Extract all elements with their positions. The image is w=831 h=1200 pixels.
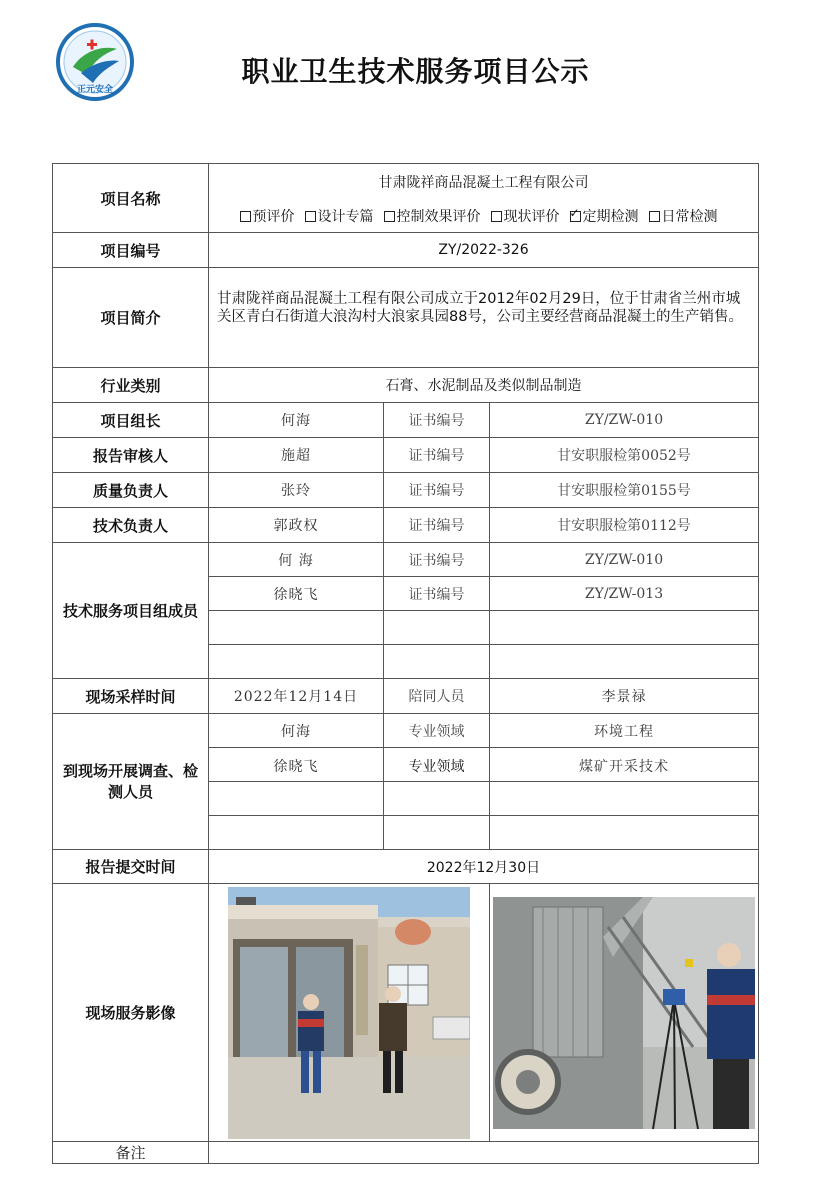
cert-label: 证书编号 [384,403,490,438]
checkbox-icon [384,211,395,222]
team-label: 技术服务项目组成员 [53,543,209,679]
service-type-option[interactable] [649,209,718,225]
site-photo-entrance [228,887,470,1139]
empty-cell [209,782,384,816]
remarks-label: 备注 [53,1142,209,1164]
service-type-option[interactable] [491,209,560,225]
option-label: 日常检测 [661,209,718,225]
project-intro-label: 项目简介 [53,268,209,368]
project-name-label: 项目名称 [53,164,209,233]
report-submit-label: 报告提交时间 [53,850,209,884]
empty-cell [490,611,759,645]
option-label: 现状评价 [503,209,560,225]
cert-label: 证书编号 [384,473,490,508]
service-type-option[interactable] [240,209,295,225]
option-label: 定期检测 [582,209,639,225]
empty-cell [490,645,759,679]
cert-number: ZY/ZW-010 [490,403,759,438]
project-number-label: 项目编号 [53,233,209,268]
images-label: 现场服务影像 [53,884,209,1142]
role-label: 质量负责人 [53,473,209,508]
service-type-options [209,206,758,226]
member-name: 何 海 [209,543,384,577]
empty-cell [490,782,759,816]
sampling-time-label: 现场采样时间 [53,679,209,714]
option-label: 设计专篇 [317,209,374,225]
checked-box-icon [570,211,581,222]
escort-label: 陪同人员 [384,679,490,714]
photo-cell-1 [209,884,490,1142]
remarks-value [209,1142,759,1164]
project-name: 甘肃陇祥商品混凝土工程有限公司 [378,175,589,191]
role-label: 项目组长 [53,403,209,438]
cert-number: 甘安职服检第0155号 [490,473,759,508]
escort-name: 李景禄 [490,679,759,714]
option-label: 预评价 [252,209,295,225]
staff-name: 施超 [209,438,384,473]
cert-label: 证书编号 [384,508,490,543]
service-type-option[interactable] [384,209,481,225]
empty-cell [490,816,759,850]
member-name: 徐晓飞 [209,577,384,611]
staff-name: 何海 [209,403,384,438]
option-label: 控制效果评价 [396,209,481,225]
report-submit-date: 2022年12月30日 [209,850,759,884]
industry-label: 行业类别 [53,368,209,403]
staff-name: 张玲 [209,473,384,508]
field-label: 专业领域 [384,748,490,782]
checkbox-icon [649,211,660,222]
cert-number: 甘安职服检第0112号 [490,508,759,543]
empty-cell [209,611,384,645]
cert-number: ZY/ZW-013 [490,577,759,611]
field-value: 环境工程 [490,714,759,748]
role-label: 报告审核人 [53,438,209,473]
empty-cell [209,816,384,850]
field-label: 专业领域 [384,714,490,748]
cert-number: 甘安职服检第0052号 [490,438,759,473]
surveyor-name: 徐晓飞 [209,748,384,782]
project-number: ZY/2022-326 [209,233,759,268]
photo-cell-2 [490,884,759,1142]
staff-name: 郭政权 [209,508,384,543]
empty-cell [384,645,490,679]
field-value: 煤矿开采技术 [490,748,759,782]
project-intro: 甘肃陇祥商品混凝土工程有限公司成立于2012年02月29日，位于甘肃省兰州市城关区青白石街道大浪沟村大浪家具园88号，公司主要经营商品混凝土的生产销售。 [209,268,759,368]
cert-label: 证书编号 [384,577,490,611]
service-type-option[interactable] [570,209,639,225]
empty-cell [384,816,490,850]
site-photo-equipment [493,897,755,1129]
empty-cell [384,782,490,816]
page-title: 职业卫生技术服务项目公示 [241,55,590,88]
role-label: 技术负责人 [53,508,209,543]
cert-label: 证书编号 [384,543,490,577]
service-type-option[interactable] [305,209,374,225]
cert-label: 证书编号 [384,438,490,473]
info-table [52,163,759,1164]
surveyor-name: 何海 [209,714,384,748]
empty-cell [384,611,490,645]
logo-text: 正元安全 [76,85,114,95]
sampling-time: 2022年12月14日 [209,679,384,714]
checkbox-icon [240,211,251,222]
checkbox-icon [305,211,316,222]
survey-label: 到现场开展调查、检测人员 [53,714,209,850]
project-name-cell [209,164,759,233]
cert-number: ZY/ZW-010 [490,543,759,577]
industry: 石膏、水泥制品及类似制品制造 [209,368,759,403]
empty-cell [209,645,384,679]
checkbox-icon [491,211,502,222]
